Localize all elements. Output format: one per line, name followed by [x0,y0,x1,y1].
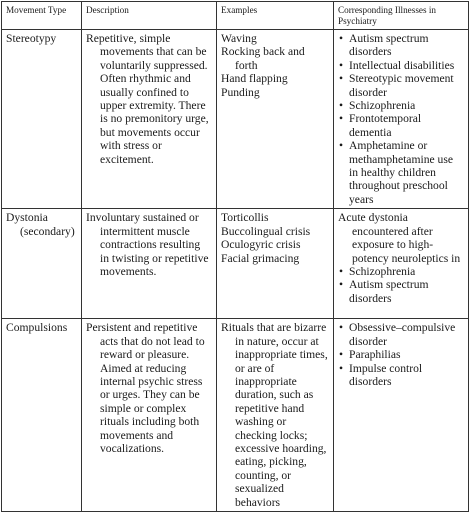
table-header-row [2,2,469,30]
illness-list [338,321,464,388]
illness-list [338,32,464,206]
illnesses-cell [334,30,469,209]
header-examples: Examples [217,2,334,30]
example-item: Facial grimacing [221,251,300,265]
table-row [2,30,469,209]
header-description: Description [82,2,217,30]
illness-item: • Obsessive–compulsive disorder [338,321,464,348]
description-text: Involuntary sustained or intermittent muscle contractions resulting in twisting or repetitive movements. [86,211,209,278]
illness-item: • Frontotemporal dementia [338,112,464,139]
example-item: Waving [221,32,257,45]
illness-item: • Paraphilias [338,348,464,361]
illness-item: • Amphetamine or methamphetamine use in healthy children throughout preschool years [338,139,464,206]
description-text: Persistent and repetitive acts that do not lead to reward or pleasure. Aimed at reducing internal psychic stress or urges. They can be simple or complex rituals including both movements and vocalizations. [86,321,205,455]
examples-cell [217,30,334,209]
movement-type-cell [2,209,82,319]
illness-list [338,265,464,305]
illness-item: • Intellectual disabilities [338,59,464,72]
illnesses-cell [334,319,469,512]
examples-text: Rituals that are bizarre in nature, occur at inappropriate times, or are of inappropriate duration, such as repetitive hand washing or checking locks; excessive hoarding, eating, picking, counting, or sexualized behaviors [221,321,328,509]
examples-cell [217,209,334,319]
illness-item: • Schizophrenia [338,99,464,112]
header-movement-type: Movement Type [2,2,82,30]
description-cell [82,30,217,209]
example-item: Hand flapping [221,72,288,86]
illness-intro: Acute dystonia encountered after exposure to high-potency neuroleptics in [338,211,461,265]
examples-cell [217,319,334,512]
illness-item: • Autism spectrum disorders [338,278,464,305]
table-row [2,319,469,512]
description-cell [82,209,217,319]
illness-item: • Autism spectrum disorders [338,32,464,59]
illness-item: • Impulse control disorders [338,362,464,389]
example-item: Punding [221,85,260,99]
illnesses-cell [334,209,469,319]
example-item: Torticollis [221,211,269,225]
example-item: Buccolingual crisis [221,224,311,238]
illness-item: • Schizophrenia [338,265,464,278]
movement-type-cell: Stereotypy [2,30,82,209]
description-cell [82,319,217,512]
example-item: Rocking back and forth [221,45,305,72]
description-text: Repetitive, simple movements that can be voluntarily suppressed. Often rhythmic and usually confined to upper extremity. There is no premonitory urge, but movements occur with stress or excitement. [86,32,209,166]
movement-types-table [1,1,469,512]
movement-type-text: Dystonia (secondary) [6,211,75,238]
table-row [2,209,469,319]
header-illnesses: Corresponding Illnesses in Psychiatry [334,2,469,30]
movement-type-cell: Compulsions [2,319,82,512]
illness-item: • Stereotypic movement disorder [338,72,464,99]
example-item: Oculogyric crisis [221,238,301,252]
